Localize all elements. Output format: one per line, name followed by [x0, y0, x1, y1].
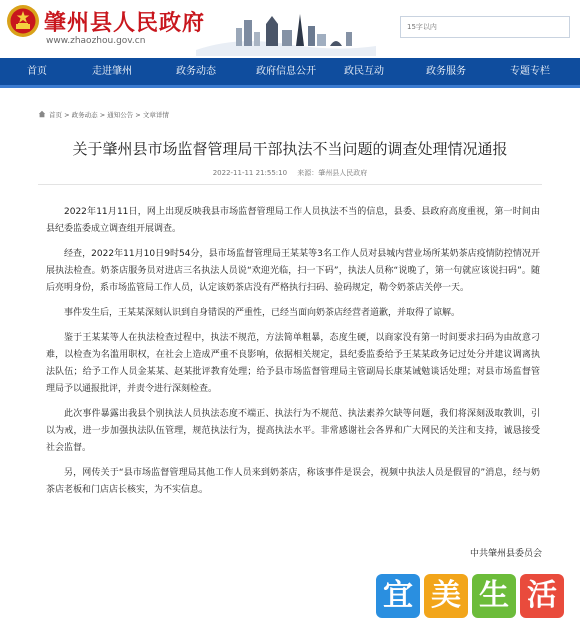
watermark-char: 生 — [472, 574, 516, 618]
watermark-char: 宜 — [376, 574, 420, 618]
article-paragraph: 另，网传关于“县市场监督管理局其他工作人员来到奶茶店，称该事件是误会，视频中执法人员是假冒的”消息，经与奶茶店老板和门店店长核实，为不实信息。 — [46, 468, 540, 495]
national-emblem-icon — [6, 4, 40, 38]
watermark-char: 活 — [520, 574, 564, 618]
article-meta — [0, 168, 580, 178]
site-header — [0, 0, 580, 58]
article-paragraph: 事件发生后，王某某深刻认识到自身错误的严重性，已经当面向奶茶店经营者道歉，并取得了谅解。 — [64, 308, 461, 318]
breadcrumb-home[interactable]: 首页 — [49, 111, 62, 119]
article-paragraph: 2022年11月11日，网上出现反映我县市场监督管理局工作人员执法不当的信息，县委、县政府高度重视，第一时间由县纪委监委成立调查组开展调查。 — [46, 207, 540, 234]
breadcrumb-separator: > — [135, 111, 141, 119]
search-input[interactable] — [400, 16, 570, 38]
watermark-logo — [376, 572, 566, 620]
breadcrumb-notices[interactable]: 通知公告 — [107, 111, 134, 119]
divider — [38, 184, 542, 185]
breadcrumb — [38, 110, 169, 119]
nav-item-about[interactable]: 走进肇州 — [92, 66, 132, 77]
article-signature: 中共肇州县委员会 — [469, 549, 542, 559]
watermark-char: 美 — [424, 574, 468, 618]
breadcrumb-separator: > — [64, 111, 70, 119]
nav-item-topics[interactable]: 专题专栏 — [510, 66, 550, 77]
nav-item-services[interactable]: 政务服务 — [426, 66, 466, 77]
breadcrumb-separator: > — [99, 111, 106, 119]
main-nav — [0, 58, 580, 88]
city-skyline-banner — [196, 6, 376, 56]
breadcrumb-news[interactable]: 政务动态 — [71, 111, 98, 119]
site-title[interactable]: 肇州县人民政府 — [44, 10, 206, 36]
article-paragraph: 此次事件暴露出我县个别执法人员执法态度不端正、执法行为不规范、执法素养欠缺等问题，我们将深刻汲取教训，引以为戒，进一步加强执法队伍管理，规范执法行为，提高执法水平。非常感谢社会各界和广大网民的关注和支持，诚恳接受社会监督。 — [46, 409, 540, 453]
nav-item-interaction[interactable]: 政民互动 — [344, 66, 384, 77]
site-domain: www.zhaozhou.gov.cn — [46, 36, 146, 46]
article-body — [46, 204, 540, 507]
article-paragraph: 经查，2022年11月10日9时54分，县市场监督管理局王某某等3名工作人员对县城内营业场所某奶茶店疫情防控情况开展执法检查。奶茶店服务员对进店三名执法人员说“欢迎光临，扫一下码”，执法人员称“说晚了，第一句就应该说扫码”。随后亮明身份，系市场监管局工作人员，认定该奶茶店没有严格执行扫码、验码规定，勒令奶茶店关停一天。 — [46, 249, 540, 293]
article-title: 关于肇州县市场监督管理局干部执法不当问题的调查处理情况通报 — [72, 140, 508, 158]
article-source: 来源：肇州县人民政府 — [297, 169, 368, 177]
nav-item-info-disclosure[interactable]: 政府信息公开 — [256, 66, 316, 77]
home-icon — [38, 110, 46, 118]
nav-item-home[interactable]: 首页 — [27, 66, 47, 77]
nav-item-news[interactable]: 政务动态 — [176, 66, 216, 77]
article-paragraph: 鉴于王某某等人在执法检查过程中，执法不规范，方法简单粗暴，态度生硬，以商家没有第一时间要求扫码为由故意刁难，以检查为名滥用职权，在社会上造成严重不良影响，依据相关规定，县纪委监委给予王某某政务记过处分并建议调离执法队伍；给予工作人员金某某、赵某批评教育处理；给予县市场监督管理局主管副局长康某诫勉谈话处理；对县市场监督管理局予以通报批评，并责令进行深刻检查。 — [46, 333, 540, 394]
breadcrumb-current: 文章详情 — [142, 111, 169, 119]
article-date: 2022-11-11 21:55:10 — [212, 169, 288, 177]
